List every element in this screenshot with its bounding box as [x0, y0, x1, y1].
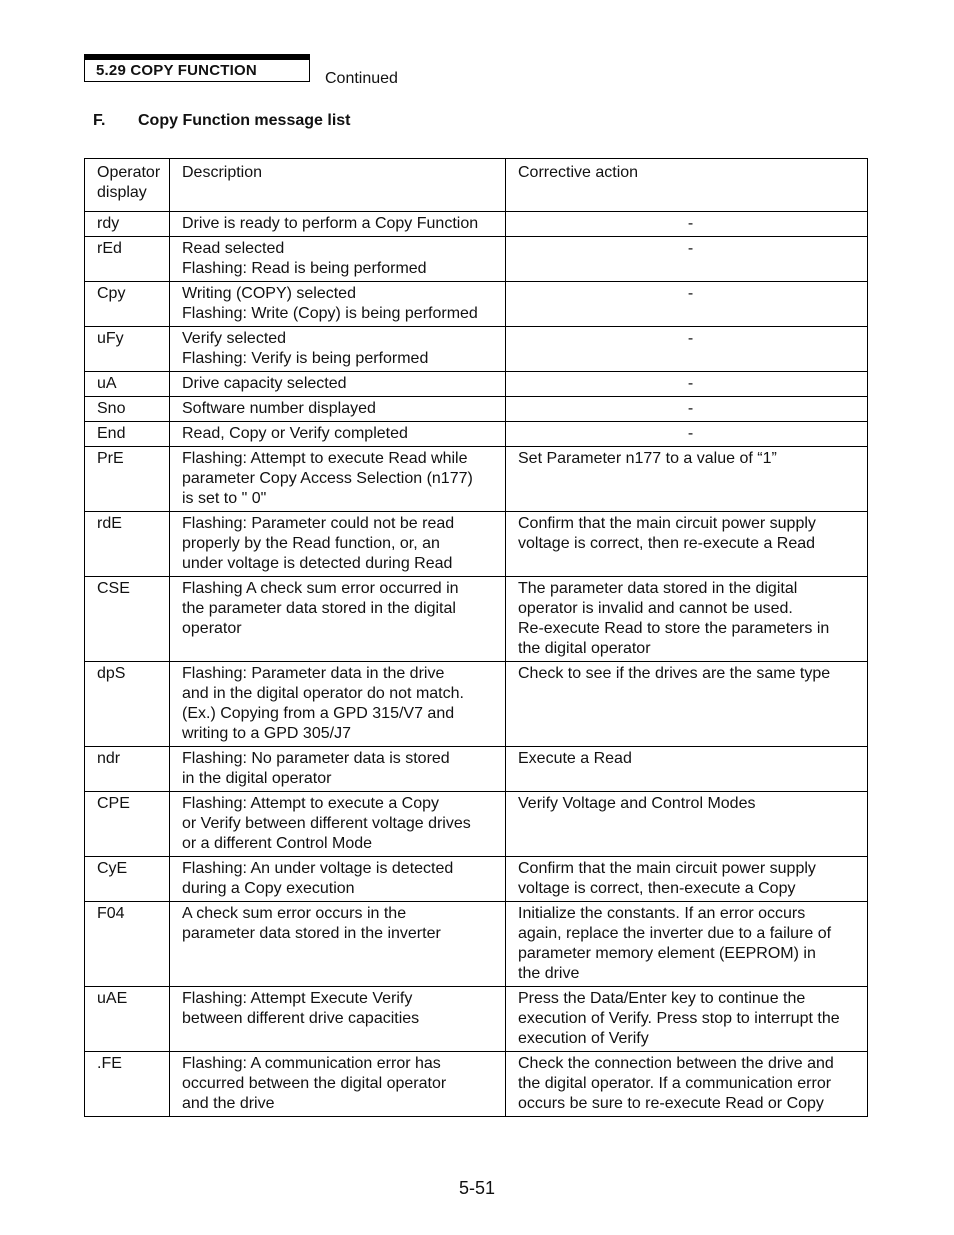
table-row — [85, 662, 868, 747]
operator-display-cell: dpS — [85, 662, 170, 747]
table-row — [85, 237, 868, 282]
description-cell: Flashing: A communication error has occurred between the digital operator and the drive — [170, 1052, 506, 1117]
table-row — [85, 397, 868, 422]
heading-title: Copy Function message list — [138, 112, 351, 129]
operator-display-cell: rdE — [85, 512, 170, 577]
description-cell: A check sum error occurs in the parameter data stored in the inverter — [170, 902, 506, 987]
corrective-action-cell: Verify Voltage and Control Modes — [506, 792, 868, 857]
corrective-action-cell: Execute a Read — [506, 747, 868, 792]
corrective-action-cell: - — [506, 422, 868, 447]
description-cell: Verify selected Flashing: Verify is being performed — [170, 327, 506, 372]
corrective-action-cell: Check to see if the drives are the same type — [506, 662, 868, 747]
table-row — [85, 987, 868, 1052]
table-row — [85, 857, 868, 902]
operator-display-cell: CSE — [85, 577, 170, 662]
corrective-action-cell: - — [506, 397, 868, 422]
operator-display-cell: F04 — [85, 902, 170, 987]
corrective-action-cell: Press the Data/Enter key to continue the execution of Verify. Press stop to interrupt the execution of Verify — [506, 987, 868, 1052]
corrective-action-cell: Confirm that the main circuit power supply voltage is correct, then-execute a Copy — [506, 857, 868, 902]
description-cell: Drive capacity selected — [170, 372, 506, 397]
column-header-corrective-action: Corrective action — [506, 159, 868, 212]
operator-display-cell: uA — [85, 372, 170, 397]
message-table — [84, 158, 868, 1117]
description-cell: Flashing A check sum error occurred in the parameter data stored in the digital operator — [170, 577, 506, 662]
description-cell: Software number displayed — [170, 397, 506, 422]
operator-display-cell: End — [85, 422, 170, 447]
table-row — [85, 422, 868, 447]
table-row — [85, 577, 868, 662]
section-tab-label: 5.29 COPY FUNCTION — [96, 62, 257, 79]
description-cell: Read, Copy or Verify completed — [170, 422, 506, 447]
corrective-action-cell: - — [506, 372, 868, 397]
corrective-action-cell: Initialize the constants. If an error occurs again, replace the inverter due to a failure of parameter memory element (EEPROM) in the drive — [506, 902, 868, 987]
operator-display-cell: rdy — [85, 212, 170, 237]
operator-display-cell: CyE — [85, 857, 170, 902]
corrective-action-cell: The parameter data stored in the digital operator is invalid and cannot be used. Re-execute Read to store the parameters in the digital operator — [506, 577, 868, 662]
description-cell: Flashing: Attempt to execute Read while parameter Copy Access Selection (n177) is set to " 0" — [170, 447, 506, 512]
operator-display-cell: uFy — [85, 327, 170, 372]
operator-display-cell: Cpy — [85, 282, 170, 327]
table-row — [85, 792, 868, 857]
operator-display-cell: Sno — [85, 397, 170, 422]
section-heading — [93, 112, 350, 130]
description-cell: Flashing: Attempt Execute Verify between different drive capacities — [170, 987, 506, 1052]
corrective-action-cell: - — [506, 212, 868, 237]
continued-label: Continued — [325, 70, 398, 87]
table-row — [85, 212, 868, 237]
description-cell: Writing (COPY) selected Flashing: Write (Copy) is being performed — [170, 282, 506, 327]
description-cell: Read selected Flashing: Read is being performed — [170, 237, 506, 282]
table-header-row — [85, 159, 868, 212]
column-header-description: Description — [170, 159, 506, 212]
corrective-action-cell: - — [506, 327, 868, 372]
operator-display-cell: uAE — [85, 987, 170, 1052]
operator-display-cell: CPE — [85, 792, 170, 857]
description-cell: Flashing: No parameter data is stored in the digital operator — [170, 747, 506, 792]
corrective-action-cell: Set Parameter n177 to a value of “1” — [506, 447, 868, 512]
description-cell: Flashing: An under voltage is detected during a Copy execution — [170, 857, 506, 902]
table-row — [85, 282, 868, 327]
operator-display-cell: ndr — [85, 747, 170, 792]
corrective-action-cell: Confirm that the main circuit power supply voltage is correct, then re-execute a Read — [506, 512, 868, 577]
corrective-action-cell: - — [506, 282, 868, 327]
operator-display-cell: .FE — [85, 1052, 170, 1117]
table-row — [85, 902, 868, 987]
table-row — [85, 747, 868, 792]
description-cell: Flashing: Parameter data in the drive and in the digital operator do not match. (Ex.) Copying from a GPD 315/V7 and writing to a GPD 305/J7 — [170, 662, 506, 747]
description-cell: Flashing: Parameter could not be read properly by the Read function, or, an under voltage is detected during Read — [170, 512, 506, 577]
corrective-action-cell: - — [506, 237, 868, 282]
corrective-action-cell: Check the connection between the drive and the digital operator. If a communication error occurs be sure to re-execute Read or Copy — [506, 1052, 868, 1117]
table-row — [85, 512, 868, 577]
description-cell: Flashing: Attempt to execute a Copy or Verify between different voltage drives or a different Control Mode — [170, 792, 506, 857]
operator-display-cell: rEd — [85, 237, 170, 282]
description-cell: Drive is ready to perform a Copy Function — [170, 212, 506, 237]
operator-display-cell: PrE — [85, 447, 170, 512]
table-row — [85, 1052, 868, 1117]
column-header-operator-display: Operator display — [85, 159, 170, 212]
heading-letter: F. — [93, 112, 106, 129]
section-tab — [84, 54, 310, 82]
table-row — [85, 447, 868, 512]
table-row — [85, 327, 868, 372]
table-row — [85, 372, 868, 397]
page-number: 5-51 — [459, 1178, 496, 1198]
